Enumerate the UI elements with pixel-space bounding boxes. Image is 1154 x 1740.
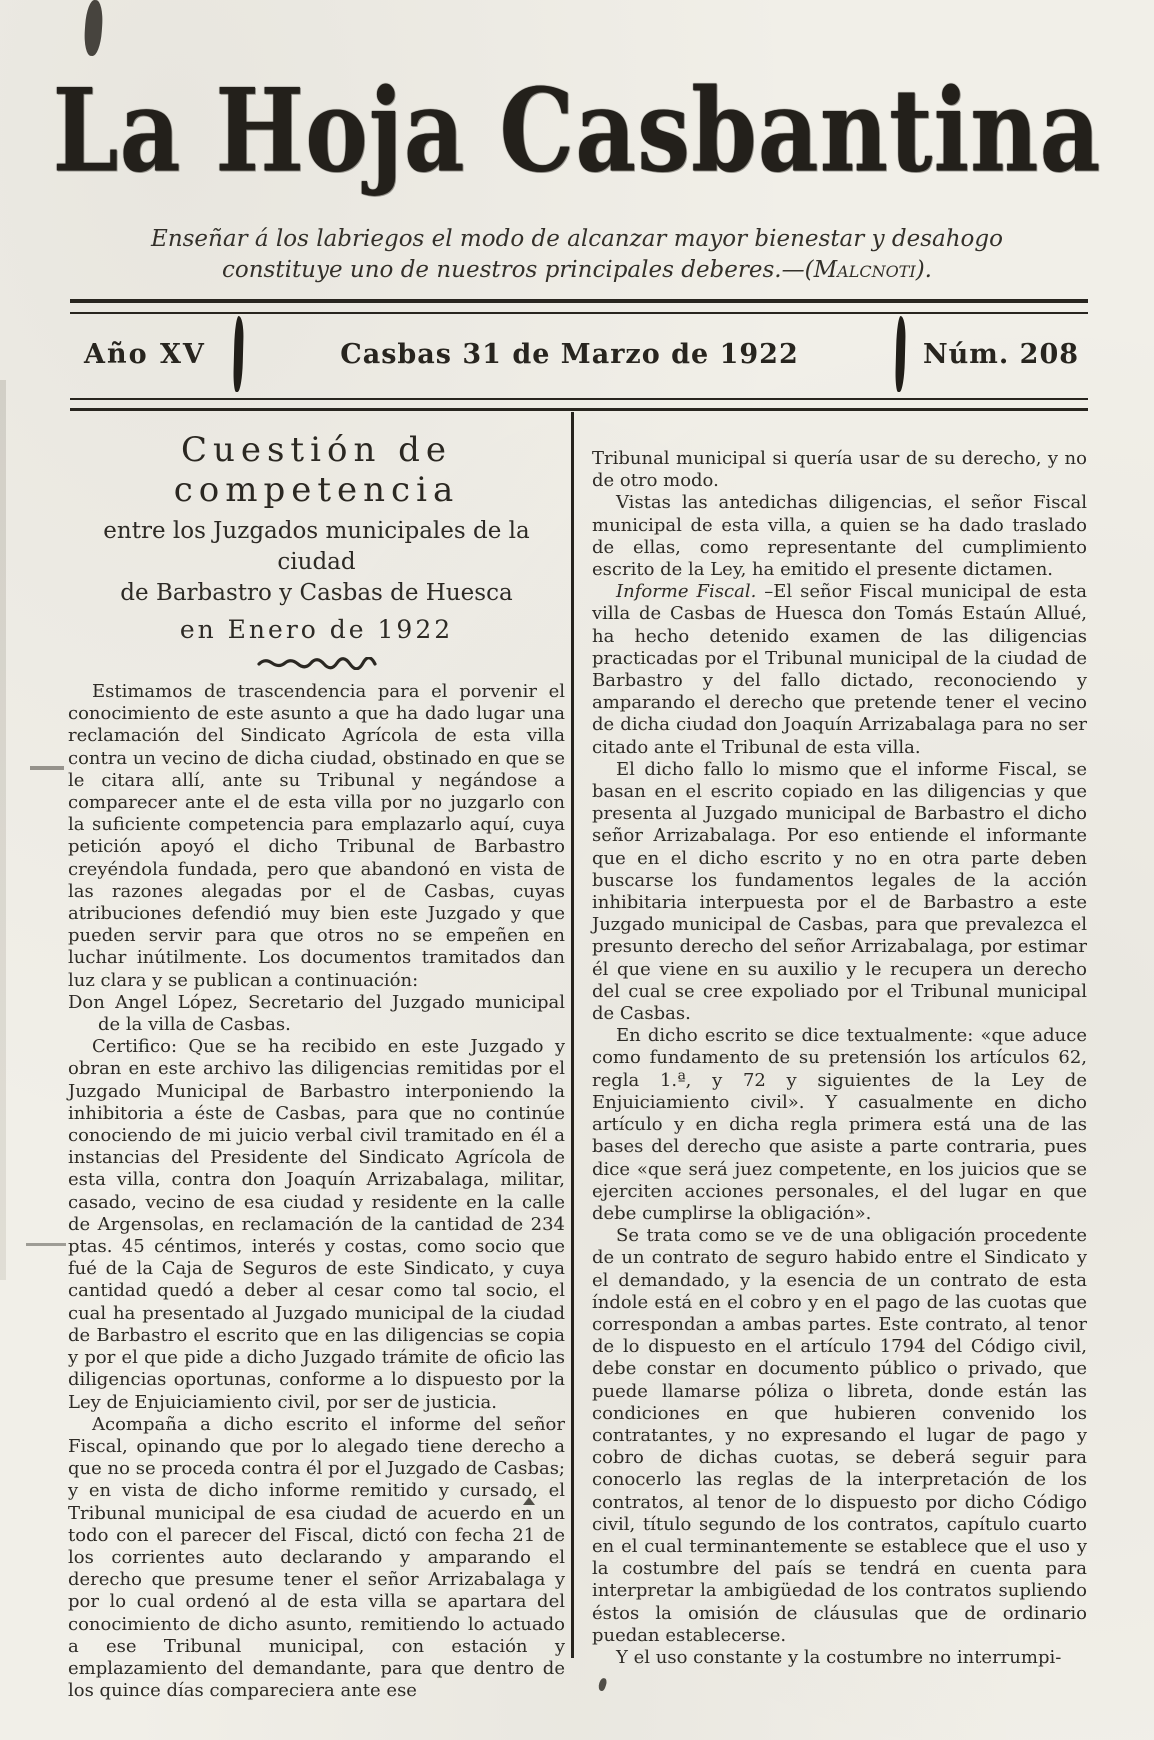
dateline-number: Núm. 208	[923, 338, 1080, 370]
ornament-squiggle	[68, 655, 565, 669]
ink-speck-artifact	[597, 1677, 608, 1692]
margin-dash-artifact	[26, 1243, 66, 1246]
dateline-bottom-rule	[70, 398, 1088, 411]
paragraph-italic-lead: Informe Fiscal.	[616, 581, 757, 603]
article-paragraph: Don Angel López, Secretario del Juzgado municipal de la villa de Casbas.	[68, 991, 565, 1036]
dateline-right-brace	[895, 316, 906, 392]
article-paragraph: Tribunal municipal si quería usar de su derecho, y no de otro modo.	[592, 448, 1087, 492]
dateline-left-brace	[233, 316, 244, 392]
motto	[0, 224, 1154, 286]
article-paragraph: Acompaña a dicho escrito el informe del señor Fiscal, opinando que por lo alegado tiene derecho a que no se proceda contra él por el Juzgado de Casbas; y en vista de dicho informe remitido y cursado, el Tribunal municipal de esa ciudad de acuerdo en un todo con el parecer del Fiscal, dictó con fecha 21 de los corrientes auto declarando y amparando el derecho que presume tener el señor Arrizabalaga y por lo cual ordenó al de esta villa se apartara del conocimiento de dicho asunto, remitiendo lo actuado a ese Tribunal municipal, con estación y emplazamiento del demandante, para que dentro de los quince días compareciera ante ese	[68, 1413, 565, 1702]
column-divider	[571, 412, 574, 1658]
article-subtitle-line-1: entre los Juzgados municipales de la ciudad	[103, 518, 530, 575]
motto-line-2-text: constituye uno de nuestros principales deberes.—(	[222, 257, 814, 283]
article-paragraph: Certifico: Que se ha recibido en este Juzgado y obran en este archivo las diligencias remitidas por el Juzgado Municipal de Barbastro interponiendo la inhibitoria a éste de Casbas, para que no continúe conociendo de mi juicio verbal civil tramitado en él a instancias del Presidente del Sindicato Agrícola de esta villa, contra don Joaquín Arrizabalaga, militar, casado, vecino de esa ciudad y residente en la calle de Argensolas, en reclamación de la cantidad de 234 ptas. 45 céntimos, interés y costas, como socio que fué de la Caja de Seguros de este Sindicato, y cuya cantidad quedó a deber al cesar como tal socio, el cual ha presentado al Juzgado municipal de la ciudad de Barbastro el escrito que en las diligencias se copia y por el que pide a dicho Juzgado trámite de oficio las diligencias oportunas, conforme a lo dispuesto por la Ley de Enjuiciamiento civil, por ser de justicia.	[68, 1036, 565, 1413]
article-paragraph: En dicho escrito se dice textualmente: «que aduce como fundamento de su pretensión los artículos 62, regla 1.ª, y 72 y siguientes de la Ley de Enjuiciamiento civil». Y casualmente en dicho artículo y en dicha regla primera está una de las bases del derecho que asiste a parte contraria, pues dice «que será juez competente, en los juicios que se ejerciten acciones personales, el del lugar en que debe cumplirse la obligación».	[592, 1025, 1087, 1224]
edge-smudge-artifact	[0, 380, 6, 1280]
motto-attribution-name: Malcnoti	[813, 257, 916, 283]
masthead-title: La Hoja Casbantina	[52, 64, 1102, 199]
article-paragraph: El dicho fallo lo mismo que el informe Fiscal, se basan en el escrito copiado en las diligencias y que presenta al Juzgado municipal de Barbastro el dicho señor Arrizabalaga. Por eso entiende el informante que en el dicho escrito y no en otra parte deben buscarse los fundamentos legales de la acción inhibitaria interpuesta por el de Barbastro a este Juzgado municipal de Casbas, para que prevalezca el presunto derecho del señor Arrizabalaga, por estimar él que viene en su auxilio y le recupera un derecho del cual se cree expoliado por el Tribunal municipal de Casbas.	[592, 758, 1087, 1025]
article-paragraph: Se trata como se ve de una obligación procedente de un contrato de seguro habido entre el Sindicato y el demandado, y la esencia de un contrato de esta índole está en el cobro y en el pago de las cuotas que correspondan a ambas partes. Este contrato, al tenor de lo dispuesto en el artículo 1794 del Código civil, debe constar en documento público o privado, que puede llamarse póliza o libreta, donde están las condiciones en que hubieren convenido los contratantes, y no expresando el lugar de pago y cobro de dichas cuotas, se deberá seguir para conocerlo las reglas de la interpretación de los contratos, al tenor de lo dispuesto por dicho Código civil, título segundo de los contratos, capítulo cuarto en el cual terminantemente se establece que el uso y la costumbre del país se tendrá en cuenta para interpretar la ambigüedad de los contratos supliendo éstos la omisión de cláusulas que de ordinario puedan establecerse.	[592, 1225, 1087, 1646]
motto-line-2-end: ).	[915, 257, 932, 283]
article-paragraph: Informe Fiscal. –El señor Fiscal municipal de esta villa de Casbas de Huesca don Tomás Estaún Allué, ha hecho detenido examen de las diligencias practicadas por el Tribunal municipal de la ciudad de Barbastro y del fallo dictado, reconociendo y amparando el derecho que pretende tener el vecino de dicha ciudad don Joaquín Arrizabalaga para no ser citado ante el Tribunal de esta villa.	[592, 581, 1087, 758]
margin-dash-artifact	[30, 766, 64, 770]
left-column	[68, 420, 565, 1702]
dateline-date: Casbas 31 de Marzo de 1922	[340, 338, 799, 370]
scan-blob-artifact	[83, 0, 104, 57]
right-column	[592, 436, 1087, 1669]
left-column-text	[68, 681, 565, 1702]
article-paragraph: Estimamos de trascendencia para el porvenir el conocimiento de este asunto a que ha dado lugar una reclamación del Sindicato Agrícola de esta villa contra un vecino de dicha ciudad, obstinado en que se le citara allí, ante su Tribunal y negándose a comparecer ante el de esta villa por no juzgarlo con la suficiente competencia para emplazarlo aquí, cuya petición apoyó el dicho Tribunal de Barbastro creyéndola fundada, pero que abandonó en vista de las razones alegadas por el de Casbas, cuyas atribuciones defendió muy bien este Juzgado y que pueden servir para que otros no se empeñen en luchar inútilmente. Los documentos tramitados dan luz clara y se publican a continuación:	[68, 681, 565, 991]
article-paragraph: Y el uso constante y la costumbre no interrumpi-	[616, 1646, 1062, 1668]
article-subtitle-line-3: en Enero de 1922	[179, 615, 454, 644]
right-column-text	[592, 448, 1087, 1669]
article-title: Cuestión de competencia	[173, 430, 460, 510]
article-subtitle-line-2: de Barbastro y Casbas de Huesca	[120, 580, 513, 606]
motto-line-2	[0, 255, 1154, 286]
dateline	[70, 312, 1088, 396]
motto-line-1: Enseñar á los labriegos el modo de alcanzar mayor bienestar y desahogo	[151, 226, 1003, 252]
dateline-volume: Año XV	[84, 338, 206, 370]
article-paragraph: Vistas las antedichas diligencias, el señor Fiscal municipal de esta villa, a quien se ha dado traslado de ellas, como representante del cumplimiento escrito de la Ley, ha emitido el presente dictamen.	[592, 492, 1087, 581]
